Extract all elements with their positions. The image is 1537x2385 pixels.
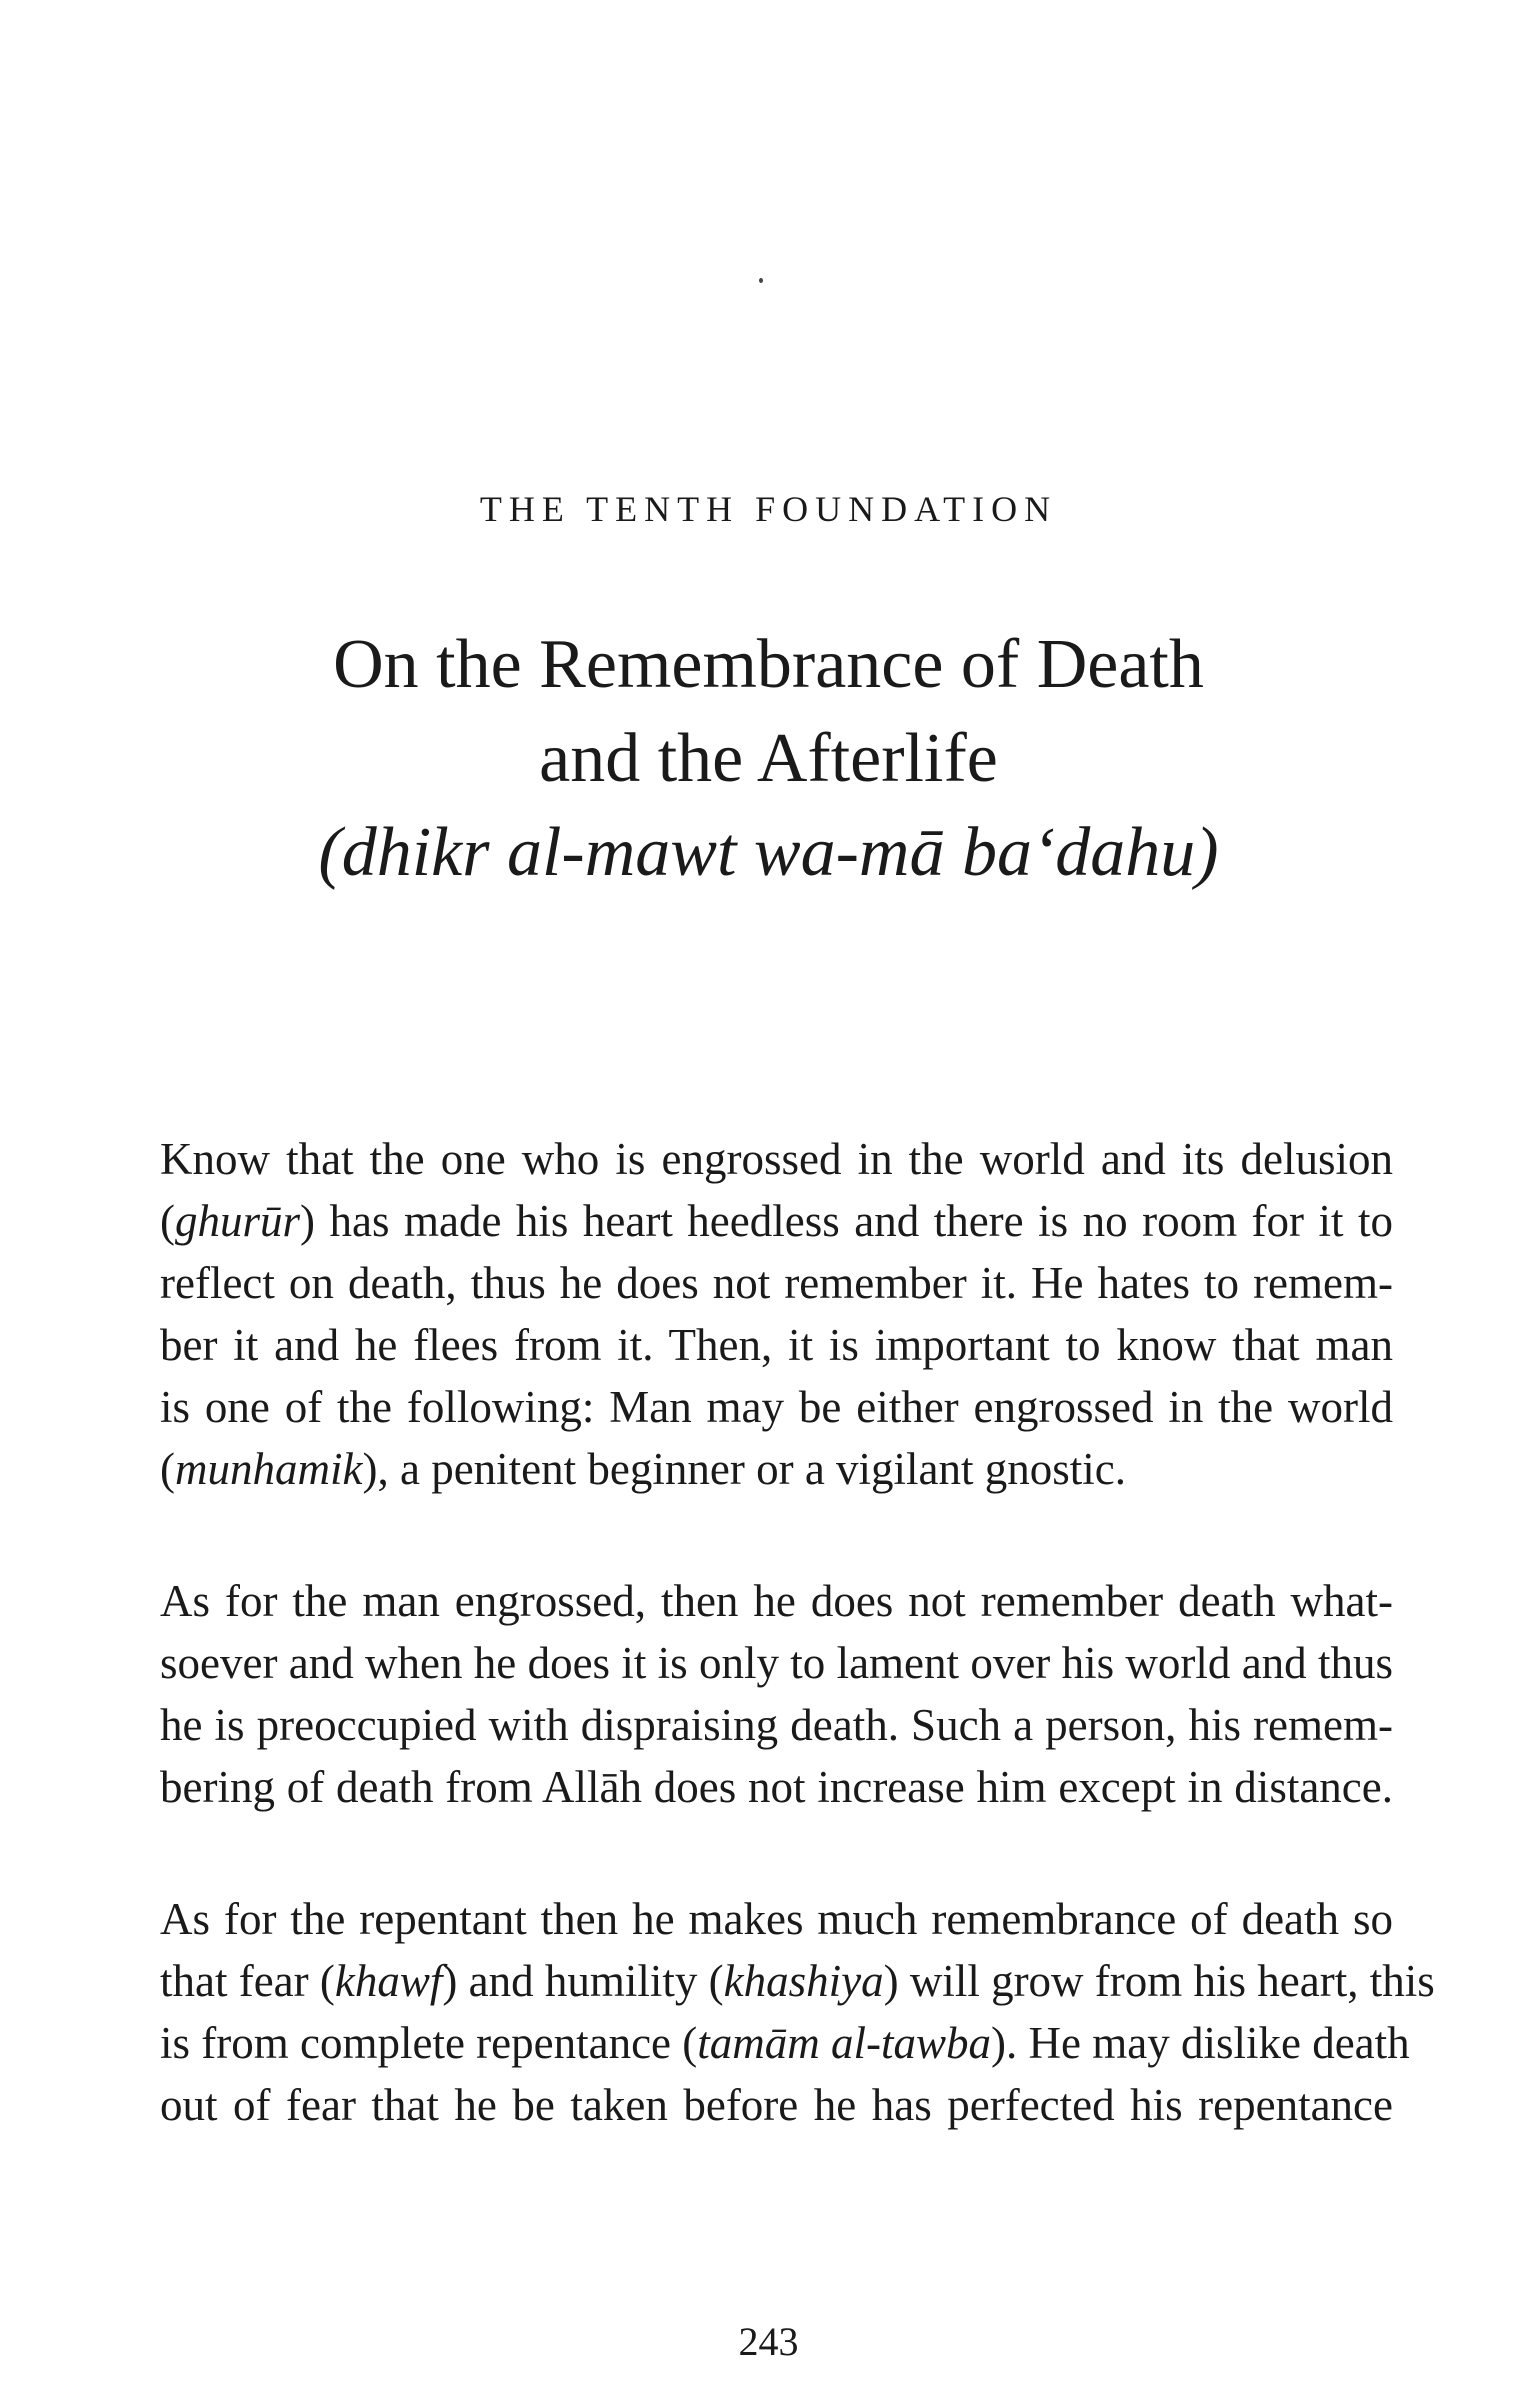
- paragraph-line: bering of death from Allāh does not increase him except in distance.: [160, 1762, 1393, 1812]
- chapter-title-line-1: On the Remembrance of Death: [333, 626, 1204, 703]
- chapter-title: [0, 618, 1537, 900]
- paragraph-3: [160, 1888, 1435, 2136]
- paragraph-line: reflect on death, thus he does not remember it. He hates to remem-: [160, 1258, 1393, 1308]
- paragraph-2: [160, 1570, 1393, 1818]
- chapter-title-transliteration: (dhikr al-mawt wa-mā ba‘dahu): [318, 814, 1219, 891]
- paragraph-line: (ghurūr) has made his heart heedless and there is no room for it to: [160, 1196, 1393, 1246]
- paragraph-line: soever and when he does it is only to lament over his world and thus: [160, 1638, 1393, 1688]
- section-label: THE TENTH FOUNDATION: [479, 489, 1058, 529]
- paragraph-line: As for the man engrossed, then he does not remember death what-: [160, 1576, 1393, 1626]
- page-number: 243: [738, 2319, 799, 2364]
- paragraph-line: that fear (khawf) and humility (khashiya) will grow from his heart, this: [160, 1956, 1435, 2006]
- body-text: [160, 1128, 1435, 2206]
- page-speck: [759, 278, 763, 283]
- paragraph-line: is from complete repentance (tamām al-tawba). He may dislike death: [160, 2018, 1410, 2068]
- paragraph-line: is one of the following: Man may be either engrossed in the world: [160, 1382, 1393, 1432]
- paragraph-line: ber it and he flees from it. Then, it is important to know that man: [160, 1320, 1393, 1370]
- paragraph-1: [160, 1128, 1393, 1500]
- chapter-title-line-2: and the Afterlife: [539, 720, 998, 797]
- paragraph-line: (munhamik), a penitent beginner or a vigilant gnostic.: [160, 1444, 1127, 1494]
- paragraph-line: Know that the one who is engrossed in the world and its delusion: [160, 1134, 1393, 1184]
- paragraph-line: As for the repentant then he makes much remembrance of death so: [160, 1894, 1393, 1944]
- paragraph-line: out of fear that he be taken before he has perfected his repentance: [160, 2080, 1393, 2130]
- paragraph-line: he is preoccupied with dispraising death. Such a person, his remem-: [160, 1700, 1393, 1750]
